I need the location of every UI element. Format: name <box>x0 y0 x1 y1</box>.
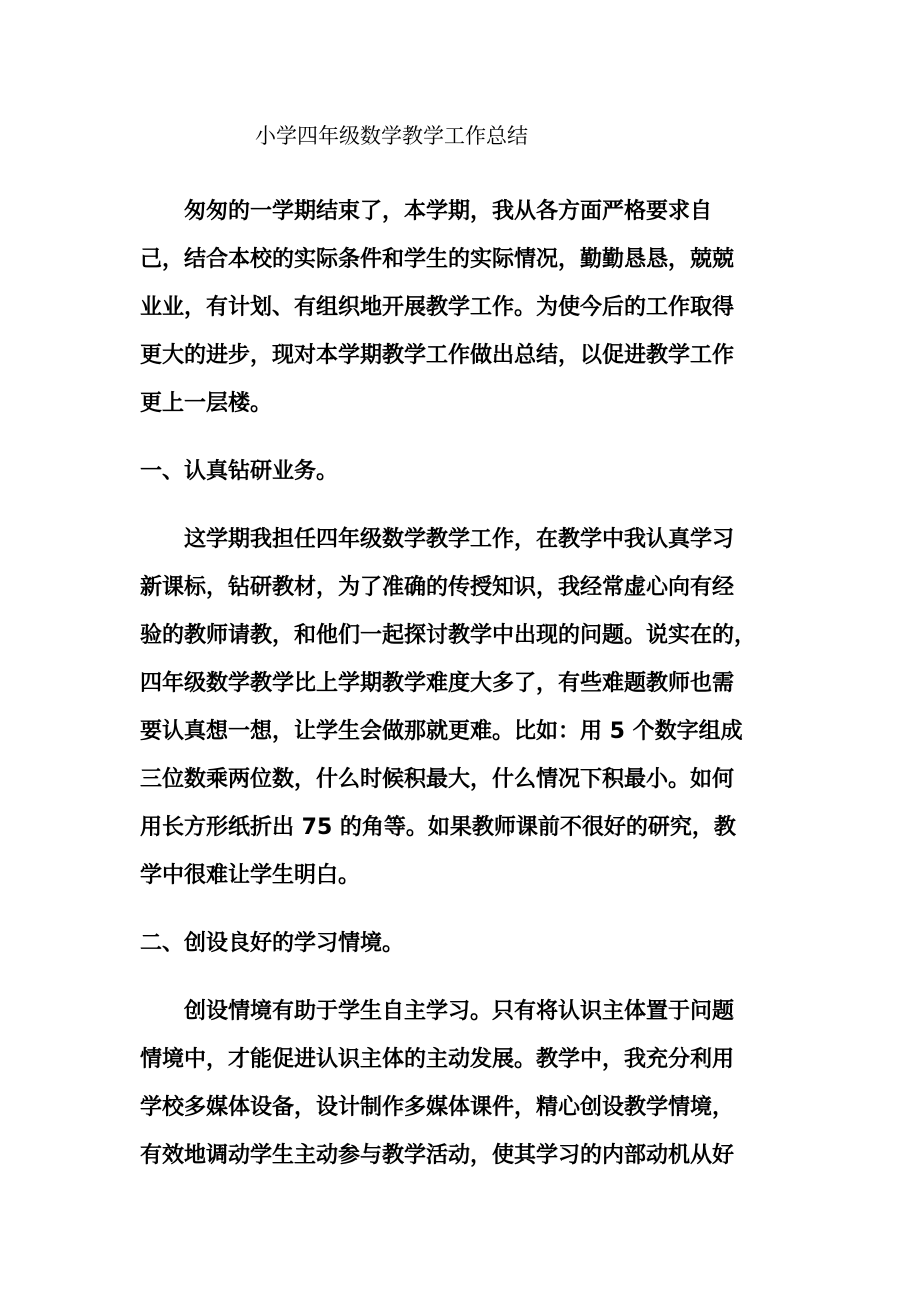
paragraph-line: 这学期我担任四年级数学教学工作，在教学中我认真学习 <box>140 527 735 552</box>
paragraph-line: 学中很难让学生明白。 <box>140 863 361 888</box>
paragraph-line: 创设情境有助于学生自主学习。只有将认识主体置于问题 <box>140 999 735 1024</box>
paragraph-line: 匆匆的一学期结束了，本学期，我从各方面严格要求自 <box>140 199 713 224</box>
section-heading-2: 二、创设良好的学习情境。 <box>140 931 405 956</box>
paragraph-line: 己，结合本校的实际条件和学生的实际情况，勤勤恳恳，兢兢 <box>140 247 735 272</box>
paragraph-line: 要认真想一想，让学生会做那就更难。比如：用 5 个数字组成 <box>140 719 743 744</box>
paragraph-spacer <box>140 968 780 988</box>
paragraph-line: 业业，有计划、有组织地开展教学工作。为使今后的工作取得 <box>140 295 735 320</box>
document-body <box>140 188 780 1180</box>
section-heading-1: 一、认真钻研业务。 <box>140 459 339 484</box>
paragraph-line: 更上一层楼。 <box>140 391 273 416</box>
paragraph-line: 学校多媒体设备，设计制作多媒体课件，精心创设教学情境， <box>140 1095 735 1120</box>
paragraph-line: 用长方形纸折出 75 的角等。如果教师课前不很好的研究，教 <box>140 815 736 840</box>
paragraph-spacer <box>140 496 780 516</box>
paragraph-line: 情境中，才能促进认识主体的主动发展。教学中，我充分利用 <box>140 1047 735 1072</box>
section-2-paragraph <box>140 988 780 1180</box>
paragraph-spacer <box>140 900 780 920</box>
paragraph-line: 更大的进步，现对本学期教学工作做出总结，以促进教学工作 <box>140 343 735 368</box>
section-1-paragraph <box>140 516 780 900</box>
intro-paragraph <box>140 188 780 428</box>
paragraph-spacer <box>140 428 780 448</box>
paragraph-line: 新课标，钻研教材，为了准确的传授知识，我经常虚心向有经 <box>140 575 735 600</box>
document-title: 小学四年级数学教学工作总结 <box>255 124 528 148</box>
paragraph-line: 三位数乘两位数，什么时候积最大，什么情况下积最小。如何 <box>140 767 735 792</box>
paragraph-line: 有效地调动学生主动参与教学活动，使其学习的内部动机从好 <box>140 1143 735 1168</box>
paragraph-line: 验的教师请教，和他们一起探讨教学中出现的问题。说实在的， <box>140 623 757 648</box>
paragraph-line: 四年级数学教学比上学期教学难度大多了，有些难题教师也需 <box>140 671 735 696</box>
